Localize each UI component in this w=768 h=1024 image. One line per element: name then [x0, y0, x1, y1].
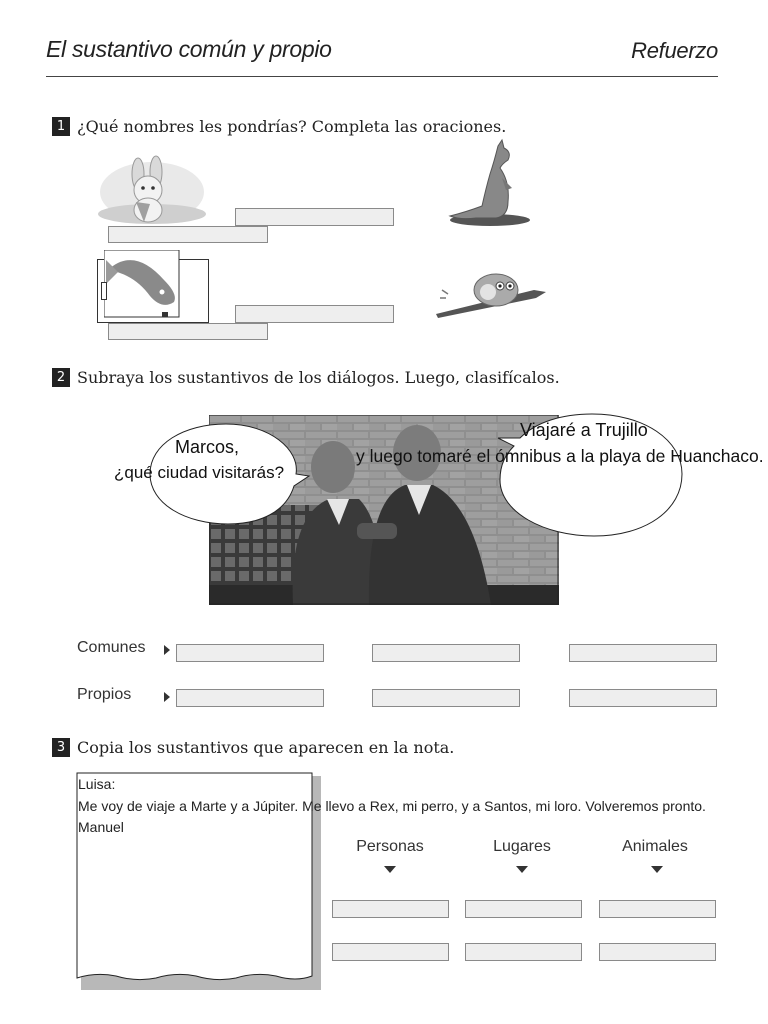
rabbit-icon — [96, 152, 208, 226]
arrow-right-icon — [164, 645, 170, 655]
bubble-right-line-2: y luego tomaré el ómnibus a la playa de Huanchaco. — [356, 446, 764, 466]
answer-blank[interactable] — [599, 900, 716, 918]
kangaroo-icon — [446, 138, 532, 228]
col-personas: Personas — [356, 838, 424, 855]
header-divider — [46, 76, 718, 77]
bubble-left-line-1: Marcos, — [175, 437, 240, 457]
note-greeting: Luisa: — [78, 776, 116, 792]
chevron-down-icon — [651, 866, 663, 873]
label-propios: Propios — [77, 686, 132, 703]
chevron-down-icon — [384, 866, 396, 873]
bubble-right-line-1: Viajaré a Trujillo — [520, 420, 648, 440]
note-body: Me voy de viaje a Marte y a Júpiter. Me llevo a Rex, mi perro, y a Santos, mi loro. Volveremos pronto. — [78, 798, 706, 814]
answer-blank[interactable] — [235, 305, 394, 323]
exercise-2-number: 2 — [52, 368, 70, 387]
label-comunes: Comunes — [77, 639, 146, 656]
exercise-1-number: 1 — [52, 117, 70, 136]
answer-blank[interactable] — [235, 208, 394, 226]
answer-blank[interactable] — [569, 644, 717, 662]
answer-blank[interactable] — [332, 943, 449, 961]
hamster-icon — [434, 268, 548, 320]
answer-blank[interactable] — [465, 900, 582, 918]
fish-icon — [104, 250, 180, 318]
answer-blank[interactable] — [465, 943, 582, 961]
bubble-left-line-2: ¿qué ciudad visitarás? — [114, 463, 285, 482]
answer-blank[interactable] — [108, 323, 268, 340]
answer-blank[interactable] — [599, 943, 716, 961]
arrow-right-icon — [164, 692, 170, 702]
answer-blank[interactable] — [332, 900, 449, 918]
col-lugares: Lugares — [493, 838, 551, 855]
page-title: El sustantivo común y propio — [46, 36, 332, 62]
answer-blank[interactable] — [372, 644, 520, 662]
answer-blank[interactable] — [176, 644, 324, 662]
answer-blank[interactable] — [569, 689, 717, 707]
exercise-2-instruction: Subraya los sustantivos de los diálogos. Luego, clasifícalos. — [77, 368, 560, 387]
exercise-3-number: 3 — [52, 738, 70, 757]
note-signature: Manuel — [78, 819, 124, 835]
answer-blank[interactable] — [372, 689, 520, 707]
exercise-3-instruction: Copia los sustantivos que aparecen en la nota. — [77, 738, 455, 757]
col-animales: Animales — [622, 838, 688, 855]
page-tag: Refuerzo — [631, 38, 718, 63]
chevron-down-icon — [516, 866, 528, 873]
exercise-1-instruction: ¿Qué nombres les pondrías? Completa las oraciones. — [77, 117, 507, 136]
answer-blank[interactable] — [108, 226, 268, 243]
answer-blank[interactable] — [176, 689, 324, 707]
